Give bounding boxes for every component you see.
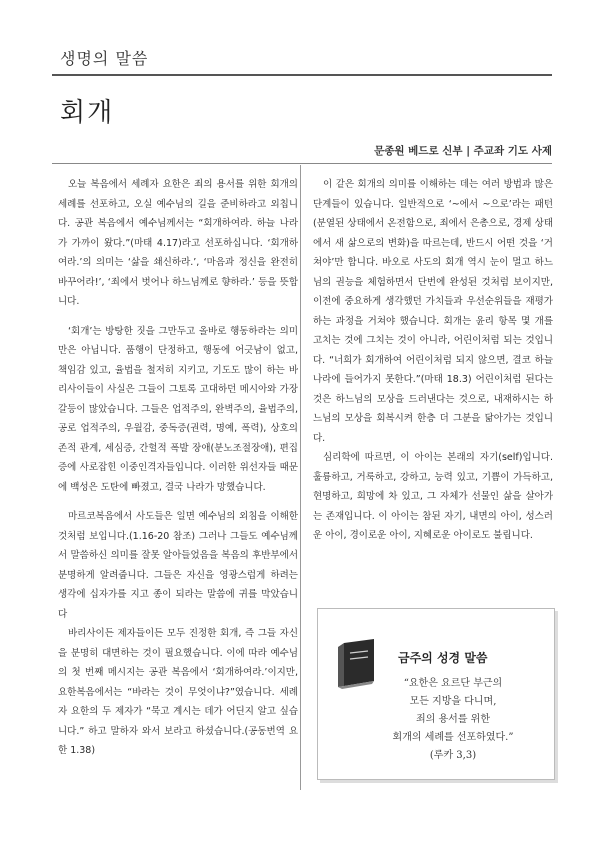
- paragraph: 마르코복음에서 사도들은 일면 예수님의 외침을 이해한 것처럼 보입니다.(1.16-20 참조) 그러나 그들도 예수님께서 말씀하신 의미를 잘못 알아들었음을 복음의 후반부에서 분명하게 알려줍니다. 그들은 자신을 영광스럽게 하려는 생각에 십자가를 지고 종이 되라는 말씀에 귀를 막았습니다: [58, 511, 298, 620]
- verse-title: 금주의 성경 말씀: [398, 651, 488, 665]
- paragraph: ‘회개’는 방탕한 짓을 그만두고 올바로 행동하라는 의미만은 아닙니다. 품행이 단정하고, 행동에 어긋남이 없고, 책임감 있고, 율법을 철저히 지키고, 기도도 많이 하는 바리사이들이 사실은 그들이 그토록 고대하던 메시아와 가장 갈등이 많았습니다. 그들은 업적주의, 완벽주의, 율법주의, 공로 업적주의, 우월감, 중독증(권력, 명예, 폭력), 상호의존적 관계, 세심증, 간헐적 폭발 장애(분노조절장애), 편집증에 사로잡힌 이중인격자들입니다. 이러한 위선자들 때문에 백성은 도탄에 빠졌고, 결국 나라가 망했습니다.: [58, 325, 298, 493]
- verse-line: 죄의 용서를 위한: [416, 714, 490, 725]
- column-divider: [300, 165, 301, 790]
- paragraph: 심리학에 따르면, 이 아이는 본래의 자기(self)입니다. 훌륭하고, 거룩하고, 강하고, 능력 있고, 기쁨이 가득하고, 현명하고, 희망에 차 있고, 그 자체가 선물인 삶을 살아가는 존재입니다. 이 아이는 참된 자기, 내면의 아이, 성스러운 아이, 경이로운 아이, 지혜로운 아이로도 불립니다.: [313, 452, 553, 541]
- byline-rule: [52, 163, 552, 164]
- verse-line: 회개의 세례를 선포하였다.”: [392, 732, 514, 743]
- paragraph: 이 같은 회개의 의미를 이해하는 데는 여러 방법과 많은 단계들이 있습니다. 일반적으로 ‘~에서 ~으로’라는 패턴(분열된 상태에서 온전함으로, 죄에서 은총으로, 경제 상태에서 새 삶으로의 변화)을 따르는데, 반드시 어떤 것을 ‘거쳐야’만 합니다. 바오로 사도의 회개 역시 눈이 멀고 하느님의 권능을 체험하면서 단번에 완성된 것처럼 보이지만, 이전에 중요하게 생각했던 가치들과 우선순위들을 재평가하는 과정을 거쳐야 했습니다. 회개는 윤리 항목 몇 개를 고치는 것에 그치는 것이 아니라, 어린이처럼 되는 것입니다. “너희가 회개하여 어린이처럼 되지 않으면, 결코 하늘 나라에 들어가지 못한다.”(마태 18.3) 어린이처럼 된다는 것은 하느님의 모상을 드러낸다는 것으로, 내재하시는 하느님의 모상을 회복시켜 한층 더 그분을 닮아가는 것입니다.: [313, 179, 553, 444]
- paragraph: 바리사이든 제자들이든 모두 진정한 회개, 즉 그들 자신을 분명히 대면하는 것이 필요했습니다. 이에 따라 예수님의 첫 번째 메시지는 공관 복음에서 ‘회개하여라.’이지만, 요한복음에서는 “바라는 것이 무엇이냐?”였습니다. 세례자 요한의 두 제자가 “묵고 계시는 데가 어딘지 알고 싶습니다.” 하고 말하자 와서 보라고 하셨습니다.(공동번역 요한 1.38): [58, 628, 298, 756]
- paragraph: 오늘 복음에서 세례자 요한은 죄의 용서를 위한 회개의 세례를 선포하고, 오실 예수님의 길을 준비하라고 외칩니다. 공관 복음에서 예수님께서는 “회개하여라. 하늘 나라가 가까이 왔다.”(마태 4.17)라고 선포하십니다. ‘회개하여라.’의 의미는 ‘삶을 쇄신하라.’, ‘마음과 정신을 완전히 바꾸어라!’, ‘죄에서 벗어나 하느님께로 향하라.’ 등을 뜻합니다.: [58, 179, 298, 307]
- verse-line: “요한은 요르단 부근의: [403, 678, 503, 689]
- verse-text: [348, 675, 558, 765]
- header-rule: [52, 74, 552, 76]
- right-column: [313, 175, 553, 556]
- section-title: 생명의 말씀: [60, 49, 149, 68]
- page-title: 회개: [60, 98, 115, 128]
- verse-reference: (루카 3,3): [429, 750, 477, 761]
- byline: 문종원 베드로 신부 | 주교좌 기도 사제: [374, 145, 552, 157]
- weekly-verse-box: [317, 608, 555, 780]
- left-column: [58, 175, 298, 771]
- verse-line: 모든 지방을 다니며,: [409, 696, 497, 707]
